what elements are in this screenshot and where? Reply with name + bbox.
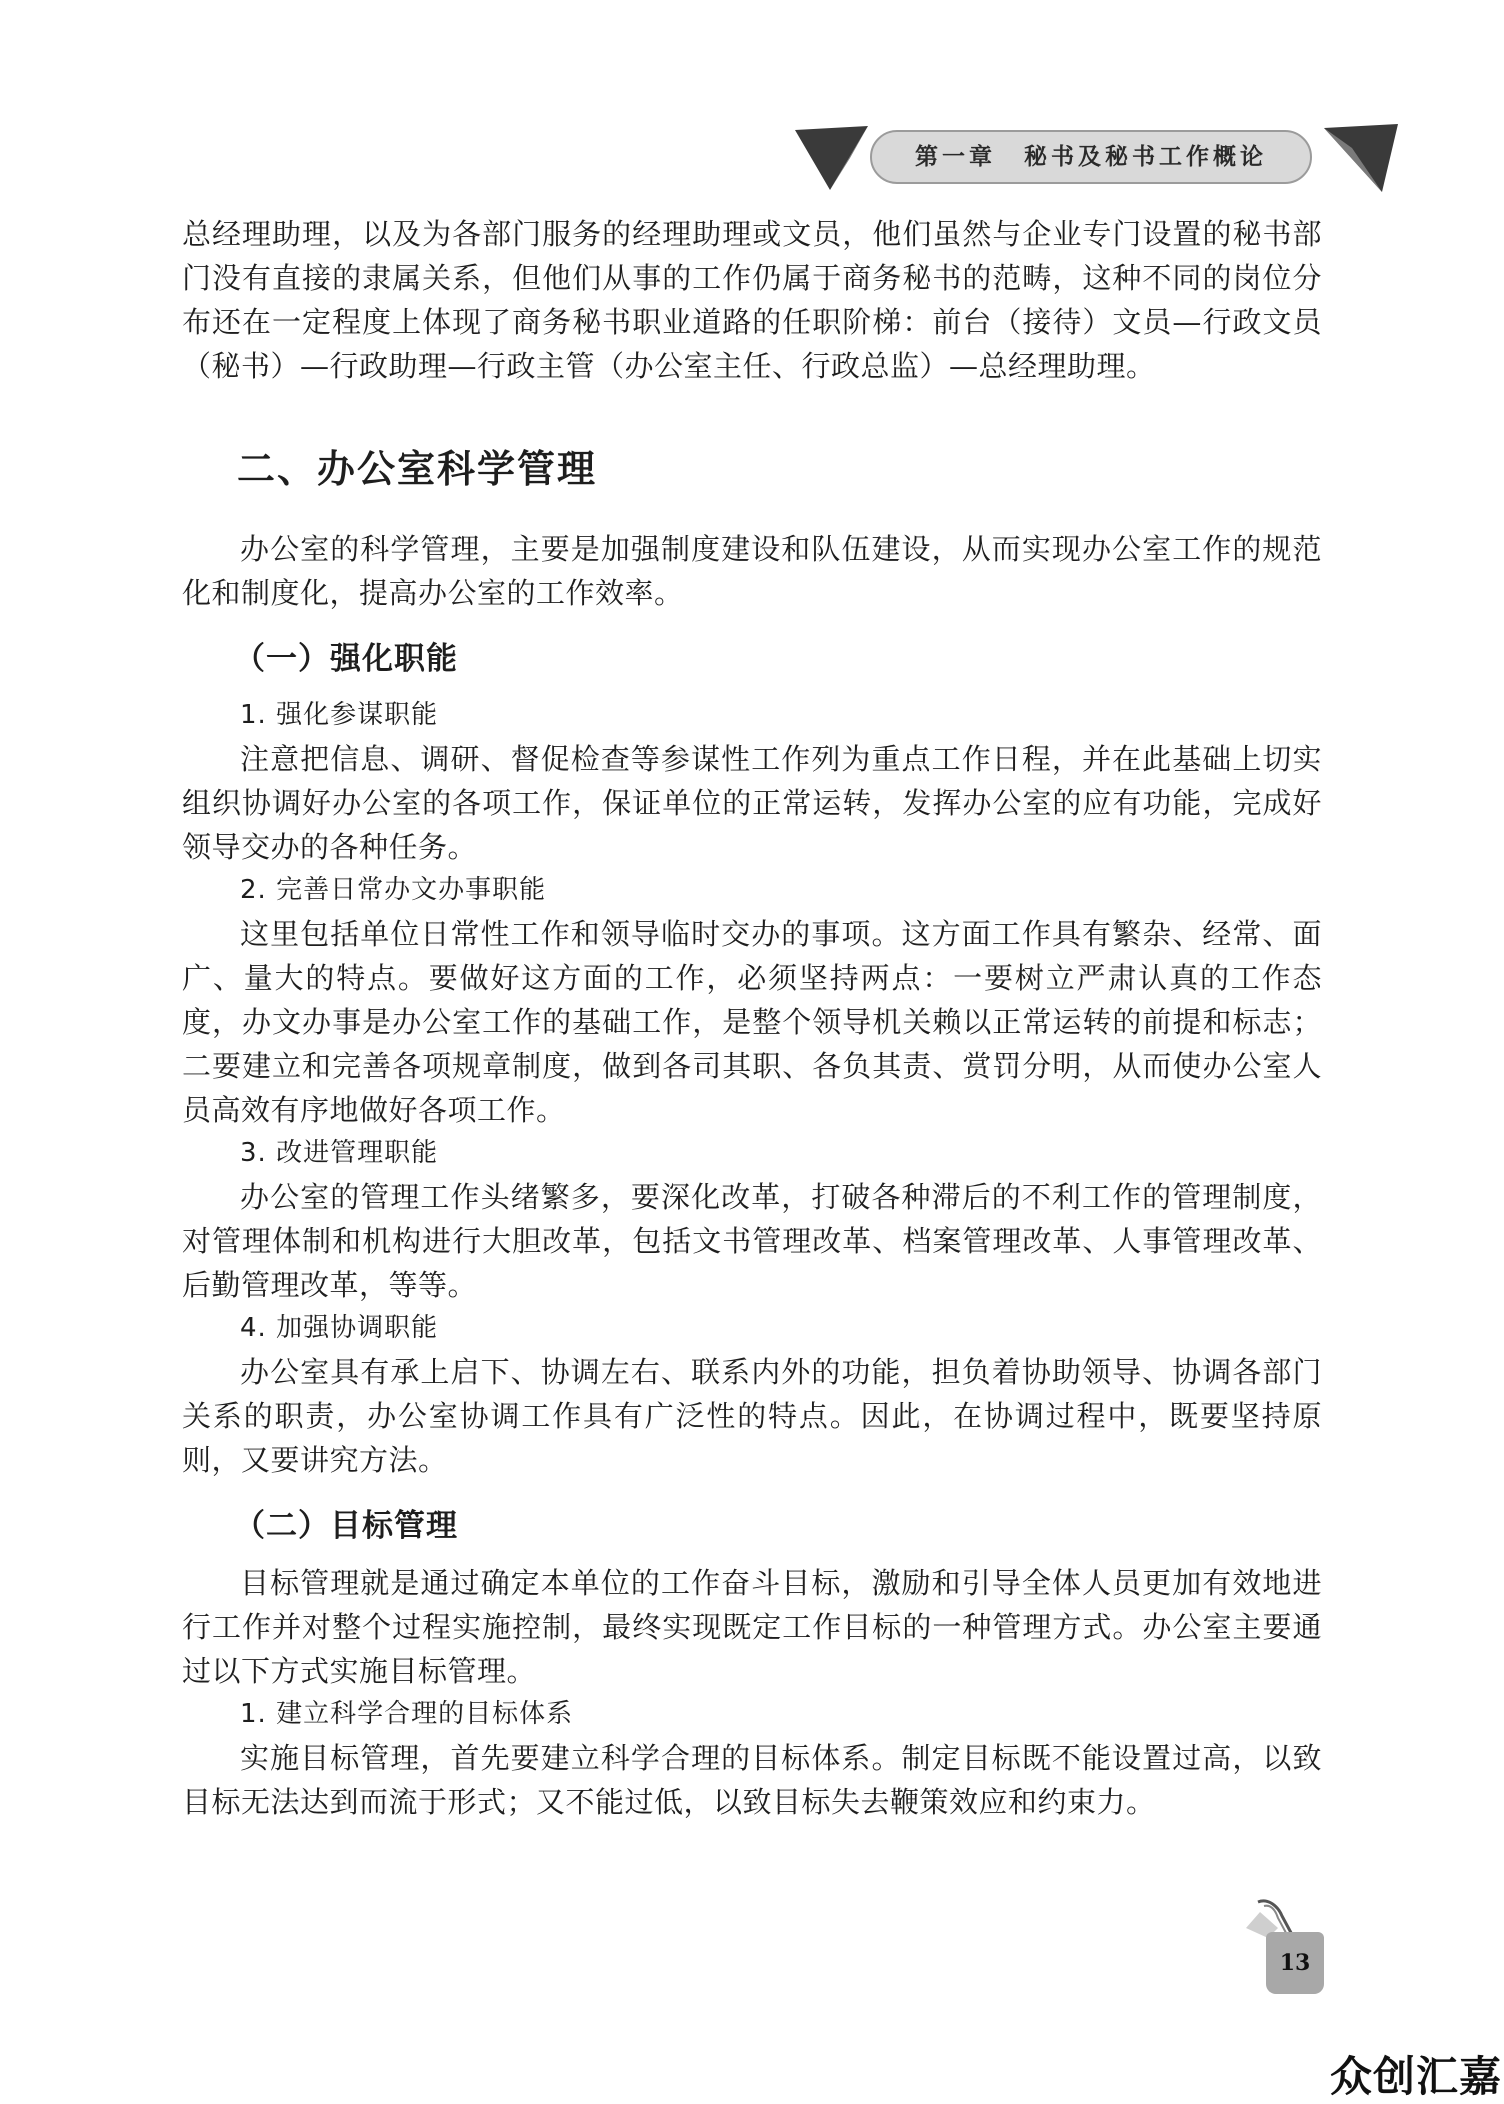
item-text: 这里包括单位日常性工作和领导临时交办的事项。这方面工作具有繁杂、经常、面广、量大的特点。要做好这方面的工作，必须坚持两点：一要树立严肃认真的工作态度，办文办事是办公室工作的基础工作，是整个领导机关赖以正常运转的前提和标志；二要建立和完善各项规章制度，做到各司其职、各负其责、赏罚分明，从而使办公室人员高效有序地做好各项工作。 <box>182 917 1322 1127</box>
item-heading: 4. 加强协调职能 <box>240 1313 439 1343</box>
watermark: 众创汇嘉 <box>1330 2052 1503 2101</box>
item-heading: 1. 建立科学合理的目标体系 <box>240 1699 574 1729</box>
subsection-heading-1: （一）强化职能 <box>234 641 458 677</box>
section-intro: 办公室的科学管理，主要是加强制度建设和队伍建设，从而实现办公室工作的规范化和制度化，提高办公室的工作效率。 <box>182 532 1322 610</box>
page-number: 13 <box>1266 1932 1324 1994</box>
chapter-header <box>790 118 1400 198</box>
chapter-number: 第一章 <box>915 144 996 170</box>
item-heading: 3. 改进管理职能 <box>240 1138 439 1168</box>
item-text: 实施目标管理，首先要建立科学合理的目标体系。制定目标既不能设置过高，以致目标无法达到而流于形式；又不能过低，以致目标失去鞭策效应和约束力。 <box>182 1741 1322 1819</box>
item-heading: 1. 强化参谋职能 <box>240 700 439 730</box>
subsection-heading-2: （二）目标管理 <box>234 1508 458 1544</box>
subsection-intro: 目标管理就是通过确定本单位的工作奋斗目标，激励和引导全体人员更加有效地进行工作并对整个过程实施控制，最终实现既定工作目标的一种管理方式。办公室主要通过以下方式实施目标管理。 <box>182 1566 1322 1688</box>
triangle-right-icon <box>1322 118 1402 198</box>
triangle-left-icon <box>790 118 870 198</box>
intro-paragraph: 总经理助理，以及为各部门服务的经理助理或文员，他们虽然与企业专门设置的秘书部门没有直接的隶属关系，但他们从事的工作仍属于商务秘书的范畴，这种不同的岗位分布还在一定程度上体现了商务秘书职业道路的任职阶梯：前台（接待）文员—行政文员（秘书）—行政助理—行政主管（办公室主任、行政总监）—总经理助理。 <box>182 217 1322 383</box>
chapter-title-bar <box>870 130 1312 184</box>
item-heading: 2. 完善日常办文办事职能 <box>240 875 547 905</box>
item-text: 注意把信息、调研、督促检查等参谋性工作列为重点工作日程，并在此基础上切实组织协调好办公室的各项工作，保证单位的正常运转，发挥办公室的应有功能，完成好领导交办的各种任务。 <box>182 742 1322 864</box>
item-text: 办公室的管理工作头绪繁多，要深化改革，打破各种滞后的不利工作的管理制度，对管理体制和机构进行大胆改革，包括文书管理改革、档案管理改革、人事管理改革、后勤管理改革，等等。 <box>182 1180 1322 1302</box>
section-heading: 二、办公室科学管理 <box>237 447 598 491</box>
page-body <box>182 212 1322 1824</box>
item-text: 办公室具有承上启下、协调左右、联系内外的功能，担负着协助领导、协调各部门关系的职责，办公室协调工作具有广泛性的特点。因此，在协调过程中，既要坚持原则，又要讲究方法。 <box>182 1355 1322 1477</box>
chapter-title: 秘书及秘书工作概论 <box>1024 144 1267 170</box>
